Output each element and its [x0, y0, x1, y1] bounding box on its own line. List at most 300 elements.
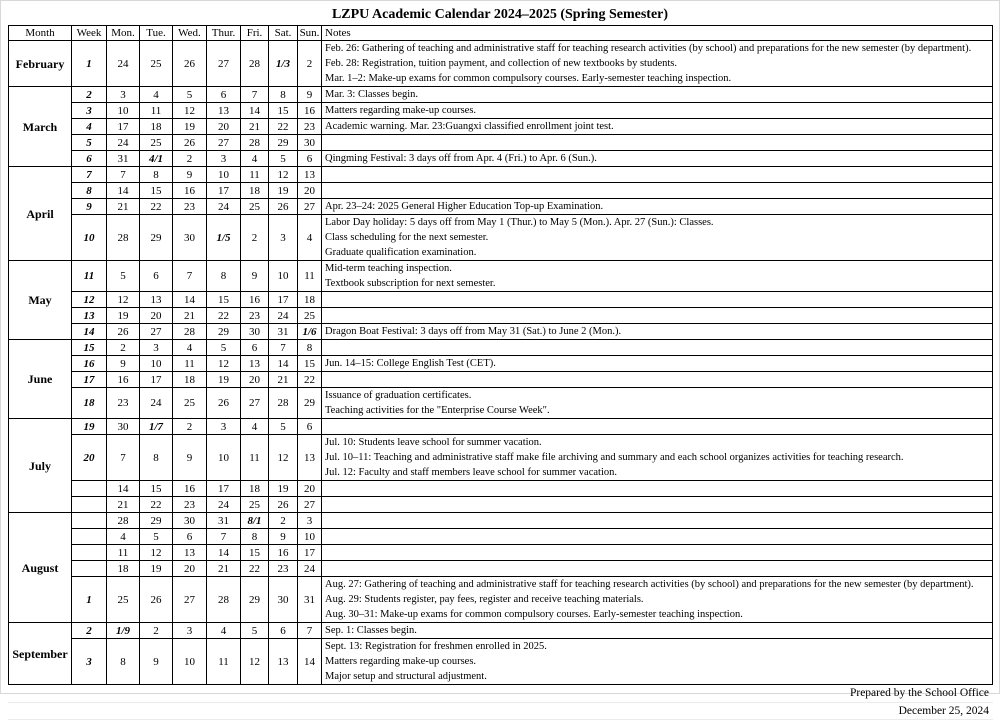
calendar-row	[9, 577, 993, 623]
note-line: Academic warning. Mar. 23:Guangxi classified enrollment joint test.	[325, 119, 989, 134]
notes-cell	[322, 183, 993, 199]
day-cell: 5	[269, 419, 298, 435]
day-cell: 20	[241, 372, 269, 388]
day-cell: 31	[269, 324, 298, 340]
month-cell: June	[9, 340, 72, 419]
week-cell: 1	[72, 577, 107, 623]
day-cell: 8	[207, 261, 241, 292]
day-cell: 5	[107, 261, 140, 292]
day-cell: 18	[241, 183, 269, 199]
notes-cell	[322, 151, 993, 167]
header-row	[9, 26, 993, 41]
calendar-row	[9, 481, 993, 497]
day-cell: 11	[298, 261, 322, 292]
day-cell: 17	[298, 545, 322, 561]
week-cell: 15	[72, 340, 107, 356]
calendar-row	[9, 199, 993, 215]
day-cell: 21	[107, 497, 140, 513]
notes-cell	[322, 167, 993, 183]
calendar-row	[9, 497, 993, 513]
day-cell: 26	[140, 577, 173, 623]
day-cell: 15	[241, 545, 269, 561]
day-cell: 15	[298, 356, 322, 372]
note-line: Aug. 29: Students register, pay fees, register and receive teaching materials.	[325, 592, 989, 607]
note-line: Jul. 12: Faculty and staff members leave school for summer vacation.	[325, 465, 989, 480]
day-cell: 9	[173, 167, 207, 183]
column-header-week: Week	[72, 26, 107, 41]
day-cell: 29	[207, 324, 241, 340]
notes-cell	[322, 388, 993, 419]
calendar-row	[9, 261, 993, 292]
calendar-row	[9, 324, 993, 340]
day-cell: 18	[173, 372, 207, 388]
day-cell: 29	[140, 513, 173, 529]
day-cell: 27	[140, 324, 173, 340]
day-cell: 17	[207, 481, 241, 497]
day-cell: 20	[140, 308, 173, 324]
day-cell: 16	[173, 183, 207, 199]
footer-date: December 25, 2024	[8, 703, 993, 720]
calendar-row	[9, 215, 993, 261]
column-header-wed: Wed.	[173, 26, 207, 41]
note-line: Jul. 10: Students leave school for summer vacation.	[325, 435, 989, 450]
note-line: Matters regarding make-up courses.	[325, 103, 989, 118]
day-cell: 3	[269, 215, 298, 261]
week-cell: 1	[72, 41, 107, 87]
day-cell: 9	[298, 87, 322, 103]
day-cell: 28	[107, 215, 140, 261]
day-cell: 20	[298, 481, 322, 497]
calendar-row	[9, 135, 993, 151]
day-cell: 25	[140, 41, 173, 87]
day-cell: 11	[241, 435, 269, 481]
day-cell: 28	[107, 513, 140, 529]
week-cell	[72, 561, 107, 577]
week-cell: 17	[72, 372, 107, 388]
day-cell: 12	[207, 356, 241, 372]
day-cell: 17	[207, 183, 241, 199]
day-cell: 31	[298, 577, 322, 623]
day-cell: 16	[298, 103, 322, 119]
day-cell: 18	[140, 119, 173, 135]
day-cell: 30	[107, 419, 140, 435]
day-cell: 30	[269, 577, 298, 623]
day-cell: 11	[207, 639, 241, 685]
day-cell: 19	[107, 308, 140, 324]
day-cell: 15	[269, 103, 298, 119]
day-cell: 14	[107, 183, 140, 199]
day-cell: 11	[173, 356, 207, 372]
day-cell: 4	[298, 215, 322, 261]
day-cell: 13	[269, 639, 298, 685]
calendar-row	[9, 292, 993, 308]
day-cell: 17	[107, 119, 140, 135]
day-cell: 6	[140, 261, 173, 292]
day-cell: 25	[241, 497, 269, 513]
column-header-notes: Notes	[322, 26, 993, 41]
calendar-row	[9, 513, 993, 529]
notes-cell	[322, 119, 993, 135]
day-cell: 1/6	[298, 324, 322, 340]
day-cell: 28	[269, 388, 298, 419]
note-line: Teaching activities for the "Enterprise Course Week".	[325, 403, 989, 418]
week-cell: 13	[72, 308, 107, 324]
day-cell: 3	[207, 151, 241, 167]
day-cell: 5	[269, 151, 298, 167]
day-cell: 8	[140, 167, 173, 183]
notes-cell	[322, 372, 993, 388]
day-cell: 9	[269, 529, 298, 545]
notes-cell	[322, 561, 993, 577]
day-cell: 11	[140, 103, 173, 119]
notes-cell	[322, 292, 993, 308]
footer	[8, 685, 993, 720]
note-line: Mar. 1–2: Make-up exams for common compulsory courses. Early-semester teaching inspection.	[325, 71, 989, 86]
day-cell: 14	[173, 292, 207, 308]
day-cell: 5	[241, 623, 269, 639]
day-cell: 4	[241, 151, 269, 167]
week-cell: 4	[72, 119, 107, 135]
day-cell: 21	[173, 308, 207, 324]
notes-cell	[322, 623, 993, 639]
day-cell: 7	[241, 87, 269, 103]
day-cell: 26	[173, 135, 207, 151]
day-cell: 18	[107, 561, 140, 577]
day-cell: 20	[298, 183, 322, 199]
week-cell: 6	[72, 151, 107, 167]
day-cell: 28	[241, 41, 269, 87]
month-cell: July	[9, 419, 72, 513]
day-cell: 23	[298, 119, 322, 135]
calendar-row	[9, 167, 993, 183]
day-cell: 16	[241, 292, 269, 308]
day-cell: 9	[241, 261, 269, 292]
day-cell: 9	[140, 639, 173, 685]
note-line: Apr. 23–24: 2025 General Higher Education Top-up Examination.	[325, 199, 989, 214]
month-cell: February	[9, 41, 72, 87]
notes-cell	[322, 356, 993, 372]
page-title: LZPU Academic Calendar 2024–2025 (Spring Semester)	[8, 6, 992, 23]
note-line: Aug. 27: Gathering of teaching and administrative staff for teaching research activities (by school) and preparations for the new semester (by department).	[325, 577, 989, 592]
day-cell: 4	[207, 623, 241, 639]
day-cell: 27	[207, 41, 241, 87]
calendar-row	[9, 545, 993, 561]
note-line: Mar. 3: Classes begin.	[325, 87, 989, 102]
calendar-row	[9, 183, 993, 199]
month-cell: April	[9, 167, 72, 261]
day-cell: 21	[107, 199, 140, 215]
day-cell: 10	[107, 103, 140, 119]
day-cell: 2	[107, 340, 140, 356]
calendar-row	[9, 435, 993, 481]
day-cell: 30	[241, 324, 269, 340]
calendar-row	[9, 623, 993, 639]
notes-cell	[322, 308, 993, 324]
day-cell: 4	[140, 87, 173, 103]
calendar-row	[9, 388, 993, 419]
day-cell: 1/9	[107, 623, 140, 639]
note-line: Sept. 13: Registration for freshmen enrolled in 2025.	[325, 639, 989, 654]
day-cell: 14	[207, 545, 241, 561]
day-cell: 20	[207, 119, 241, 135]
column-header-mon: Mon.	[107, 26, 140, 41]
day-cell: 1/5	[207, 215, 241, 261]
calendar-row	[9, 372, 993, 388]
day-cell: 25	[298, 308, 322, 324]
day-cell: 10	[207, 435, 241, 481]
day-cell: 22	[140, 199, 173, 215]
day-cell: 8	[269, 87, 298, 103]
day-cell: 5	[173, 87, 207, 103]
day-cell: 8	[241, 529, 269, 545]
note-line: Jun. 14–15: College English Test (CET).	[325, 356, 989, 371]
note-line: Feb. 28: Registration, tuition payment, and collection of new textbooks by students.	[325, 56, 989, 71]
day-cell: 29	[269, 135, 298, 151]
day-cell: 2	[173, 419, 207, 435]
notes-cell	[322, 529, 993, 545]
day-cell: 30	[173, 215, 207, 261]
week-cell: 10	[72, 215, 107, 261]
day-cell: 19	[269, 183, 298, 199]
note-line: Textbook subscription for next semester.	[325, 276, 989, 291]
notes-cell	[322, 497, 993, 513]
day-cell: 2	[140, 623, 173, 639]
week-cell	[72, 529, 107, 545]
day-cell: 21	[207, 561, 241, 577]
month-cell: September	[9, 623, 72, 685]
note-line: Graduate qualification examination.	[325, 245, 989, 260]
footer-prepared-by: Prepared by the School Office	[8, 685, 993, 703]
week-cell: 12	[72, 292, 107, 308]
day-cell: 7	[298, 623, 322, 639]
day-cell: 12	[140, 545, 173, 561]
day-cell: 26	[269, 199, 298, 215]
note-line: Class scheduling for the next semester.	[325, 230, 989, 245]
day-cell: 18	[298, 292, 322, 308]
month-cell: March	[9, 87, 72, 167]
notes-cell	[322, 199, 993, 215]
calendar-row	[9, 561, 993, 577]
day-cell: 30	[173, 513, 207, 529]
notes-cell	[322, 481, 993, 497]
day-cell: 6	[269, 623, 298, 639]
notes-cell	[322, 87, 993, 103]
day-cell: 20	[173, 561, 207, 577]
day-cell: 26	[107, 324, 140, 340]
day-cell: 12	[269, 167, 298, 183]
note-line: Issuance of graduation certificates.	[325, 388, 989, 403]
day-cell: 13	[298, 167, 322, 183]
day-cell: 19	[207, 372, 241, 388]
day-cell: 15	[140, 183, 173, 199]
day-cell: 2	[269, 513, 298, 529]
day-cell: 23	[173, 199, 207, 215]
day-cell: 8/1	[241, 513, 269, 529]
calendar-table	[8, 25, 993, 685]
calendar-row	[9, 103, 993, 119]
note-line: Labor Day holiday: 5 days off from May 1 (Thur.) to May 5 (Mon.). Apr. 27 (Sun.): Classes.	[325, 215, 989, 230]
week-cell: 16	[72, 356, 107, 372]
week-cell: 11	[72, 261, 107, 292]
day-cell: 23	[241, 308, 269, 324]
day-cell: 2	[173, 151, 207, 167]
day-cell: 29	[298, 388, 322, 419]
day-cell: 22	[241, 561, 269, 577]
day-cell: 24	[107, 41, 140, 87]
day-cell: 13	[298, 435, 322, 481]
week-cell: 2	[72, 87, 107, 103]
day-cell: 8	[140, 435, 173, 481]
day-cell: 18	[241, 481, 269, 497]
day-cell: 10	[207, 167, 241, 183]
day-cell: 22	[207, 308, 241, 324]
day-cell: 23	[107, 388, 140, 419]
day-cell: 6	[298, 419, 322, 435]
day-cell: 27	[298, 497, 322, 513]
day-cell: 25	[107, 577, 140, 623]
month-cell: August	[9, 513, 72, 623]
day-cell: 5	[140, 529, 173, 545]
notes-cell	[322, 261, 993, 292]
day-cell: 17	[140, 372, 173, 388]
notes-cell	[322, 435, 993, 481]
day-cell: 24	[107, 135, 140, 151]
day-cell: 21	[269, 372, 298, 388]
day-cell: 7	[107, 435, 140, 481]
day-cell: 19	[140, 561, 173, 577]
week-cell: 3	[72, 103, 107, 119]
calendar-row	[9, 308, 993, 324]
column-header-sat: Sat.	[269, 26, 298, 41]
day-cell: 28	[173, 324, 207, 340]
day-cell: 6	[241, 340, 269, 356]
day-cell: 29	[241, 577, 269, 623]
day-cell: 7	[107, 167, 140, 183]
calendar-row	[9, 639, 993, 685]
day-cell: 13	[241, 356, 269, 372]
note-line: Aug. 30–31: Make-up exams for common compulsory courses. Early-semester teaching inspection.	[325, 607, 989, 622]
day-cell: 12	[173, 103, 207, 119]
notes-cell	[322, 103, 993, 119]
calendar-row	[9, 529, 993, 545]
day-cell: 22	[269, 119, 298, 135]
notes-cell	[322, 577, 993, 623]
day-cell: 25	[140, 135, 173, 151]
day-cell: 7	[173, 261, 207, 292]
calendar-row	[9, 356, 993, 372]
day-cell: 28	[241, 135, 269, 151]
day-cell: 29	[140, 215, 173, 261]
note-line: Feb. 26: Gathering of teaching and administrative staff for teaching research activities (by school) and preparations for the new semester (by department).	[325, 41, 989, 56]
day-cell: 11	[107, 545, 140, 561]
day-cell: 8	[298, 340, 322, 356]
note-line: Matters regarding make-up courses.	[325, 654, 989, 669]
day-cell: 6	[207, 87, 241, 103]
day-cell: 8	[107, 639, 140, 685]
calendar-row	[9, 87, 993, 103]
day-cell: 12	[107, 292, 140, 308]
day-cell: 31	[207, 513, 241, 529]
day-cell: 10	[173, 639, 207, 685]
day-cell: 23	[173, 497, 207, 513]
week-cell: 9	[72, 199, 107, 215]
day-cell: 24	[140, 388, 173, 419]
day-cell: 5	[207, 340, 241, 356]
day-cell: 16	[269, 545, 298, 561]
calendar-row	[9, 119, 993, 135]
day-cell: 9	[173, 435, 207, 481]
calendar-body	[9, 41, 993, 685]
day-cell: 19	[269, 481, 298, 497]
day-cell: 22	[140, 497, 173, 513]
day-cell: 28	[207, 577, 241, 623]
day-cell: 27	[298, 199, 322, 215]
week-cell: 7	[72, 167, 107, 183]
column-header-sun: Sun.	[298, 26, 322, 41]
week-cell: 8	[72, 183, 107, 199]
day-cell: 1/7	[140, 419, 173, 435]
notes-cell	[322, 135, 993, 151]
day-cell: 6	[173, 529, 207, 545]
notes-cell	[322, 419, 993, 435]
day-cell: 4	[241, 419, 269, 435]
day-cell: 6	[298, 151, 322, 167]
day-cell: 25	[173, 388, 207, 419]
day-cell: 13	[207, 103, 241, 119]
note-line: Jul. 10–11: Teaching and administrative staff make file archiving and summary and each school organizes activities for teaching research.	[325, 450, 989, 465]
day-cell: 10	[269, 261, 298, 292]
calendar-row	[9, 151, 993, 167]
calendar-page	[1, 1, 999, 720]
day-cell: 24	[269, 308, 298, 324]
day-cell: 27	[173, 577, 207, 623]
day-cell: 9	[107, 356, 140, 372]
day-cell: 14	[241, 103, 269, 119]
month-cell: May	[9, 261, 72, 340]
note-line: Mid-term teaching inspection.	[325, 261, 989, 276]
week-cell: 5	[72, 135, 107, 151]
day-cell: 12	[241, 639, 269, 685]
notes-cell	[322, 215, 993, 261]
day-cell: 31	[107, 151, 140, 167]
week-cell: 3	[72, 639, 107, 685]
day-cell: 17	[269, 292, 298, 308]
day-cell: 25	[241, 199, 269, 215]
day-cell: 4/1	[140, 151, 173, 167]
notes-cell	[322, 340, 993, 356]
day-cell: 3	[207, 419, 241, 435]
day-cell: 10	[298, 529, 322, 545]
note-line: Dragon Boat Festival: 3 days off from May 31 (Sat.) to June 2 (Mon.).	[325, 324, 989, 339]
week-cell	[72, 513, 107, 529]
day-cell: 14	[269, 356, 298, 372]
day-cell: 13	[173, 545, 207, 561]
day-cell: 22	[298, 372, 322, 388]
day-cell: 3	[107, 87, 140, 103]
day-cell: 26	[269, 497, 298, 513]
day-cell: 13	[140, 292, 173, 308]
day-cell: 10	[140, 356, 173, 372]
week-cell: 14	[72, 324, 107, 340]
day-cell: 16	[107, 372, 140, 388]
notes-cell	[322, 324, 993, 340]
day-cell: 30	[298, 135, 322, 151]
day-cell: 14	[298, 639, 322, 685]
column-header-thur: Thur.	[207, 26, 241, 41]
notes-cell	[322, 639, 993, 685]
day-cell: 15	[207, 292, 241, 308]
day-cell: 26	[173, 41, 207, 87]
